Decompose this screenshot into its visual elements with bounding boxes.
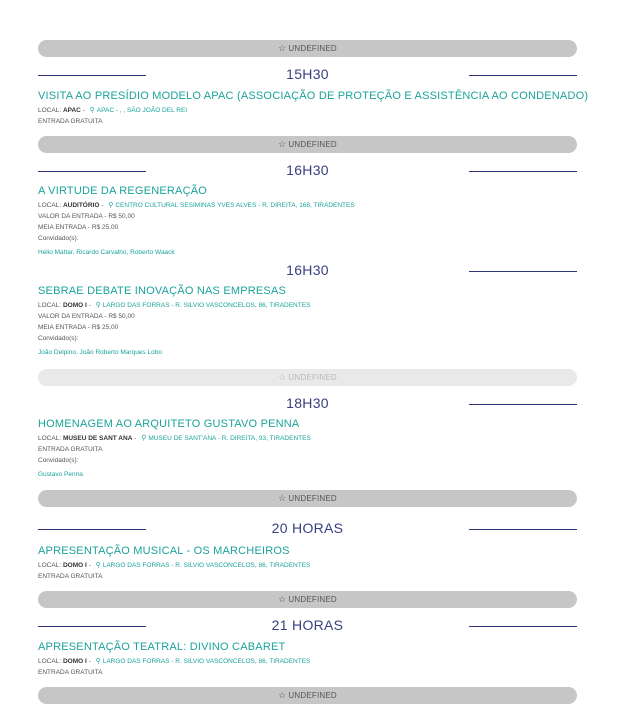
event-item [38,285,598,358]
event-location: LOCAL: APAC - ⚲ APAC - , , SÃO JOÃO DEL REI [38,107,188,114]
guests-label: Convidado(s): [38,457,79,464]
event-item [38,545,598,582]
time-header [38,66,577,86]
divider [469,529,577,530]
half-price: MEIA ENTRADA - R$ 25,00 [38,224,119,231]
event-title[interactable]: APRESENTAÇÃO TEATRAL: DIVINO CABARET [38,641,286,653]
undefined-category-bar[interactable]: ☆ UNDEFINED [38,40,577,57]
event-title[interactable]: VISITA AO PRESÍDIO MODELO APAC (ASSOCIAÇÃO DE PROTEÇÃO E ASSISTÊNCIA AO CONDENADO) [38,90,589,102]
event-item [38,641,598,678]
star-icon: ☆ [278,690,287,700]
entry-info: ENTRADA GRATUITA [38,573,103,580]
entry-info: ENTRADA GRATUITA [38,446,103,453]
map-pin-icon: ⚲ [95,658,101,665]
venue-name: DOMO I [62,562,87,569]
guests-label: Convidado(s): [38,235,79,242]
venue-address[interactable]: LARGO DAS FORRAS - R. SILVIO VASCONCELOS, 86, TIRADENTES [102,658,311,665]
venue-address[interactable]: APAC - , , SÃO JOÃO DEL REI [96,107,188,114]
time-header [38,395,577,415]
divider [469,626,577,627]
star-icon: ☆ [278,139,287,149]
divider [469,171,577,172]
event-location: LOCAL: DOMO I - ⚲ LARGO DAS FORRAS - R. SILVIO VASCONCELOS, 86, TIRADENTES [38,562,311,569]
event-time: 16H30 [286,262,329,278]
time-header [38,617,577,637]
guests-label: Convidado(s): [38,335,79,342]
undefined-category-bar[interactable]: ☆ UNDEFINED [38,687,577,704]
entry-price: VALOR DA ENTRADA - R$ 50,00 [38,213,135,220]
divider [469,404,577,405]
venue-name: AUDITÓRIO [62,202,100,209]
venue-address[interactable]: MUSEU DE SANT'ANA - R. DIREITA, 93, TIRADENTES [148,435,311,442]
event-location: LOCAL: DOMO I - ⚲ LARGO DAS FORRAS - R. SILVIO VASCONCELOS, 86, TIRADENTES [38,302,311,309]
event-title[interactable]: SEBRAE DEBATE INOVAÇÃO NAS EMPRESAS [38,285,287,297]
star-icon: ☆ [278,372,287,382]
guest-list[interactable]: João Delpino, João Roberto Marques Lobo [38,349,162,356]
event-location: LOCAL: MUSEU DE SANT ANA - ⚲ MUSEU DE SANT'ANA - R. DIREITA, 93, TIRADENTES [38,435,311,442]
time-header [38,262,577,282]
star-icon: ☆ [278,594,287,604]
guest-list[interactable]: Gustavo Penna [38,471,83,478]
event-item [38,185,598,258]
undefined-category-bar[interactable]: ☆ UNDEFINED [38,490,577,507]
event-time: 16H30 [286,162,329,178]
venue-address[interactable]: LARGO DAS FORRAS - R. SILVIO VASCONCELOS, 86, TIRADENTES [102,302,311,309]
divider [469,75,577,76]
event-item [38,90,598,127]
entry-price: VALOR DA ENTRADA - R$ 50,00 [38,313,135,320]
map-pin-icon: ⚲ [89,107,95,114]
event-location: LOCAL: AUDITÓRIO - ⚲ CENTRO CULTURAL SESIMINAS YVES ALVES - R. DIREITA, 168, TIRADENTES [38,202,355,209]
half-price: MEIA ENTRADA - R$ 25,00 [38,324,119,331]
undefined-category-bar[interactable]: ☆ UNDEFINED [38,591,577,608]
event-time: 18H30 [286,395,329,411]
map-pin-icon: ⚲ [141,435,147,442]
star-icon: ☆ [278,493,287,503]
event-item [38,418,598,480]
guest-list[interactable]: Helio Mattar, Ricardo Carvalho, Roberto Waack [38,249,175,256]
undefined-category-bar[interactable]: ☆ UNDEFINED [38,136,577,153]
event-time: 20 HORAS [271,520,344,536]
map-pin-icon: ⚲ [95,302,101,309]
venue-name: APAC [62,107,81,114]
event-location: LOCAL: DOMO I - ⚲ LARGO DAS FORRAS - R. SILVIO VASCONCELOS, 86, TIRADENTES [38,658,311,665]
map-pin-icon: ⚲ [95,562,101,569]
venue-address[interactable]: CENTRO CULTURAL SESIMINAS YVES ALVES - R. DIREITA, 168, TIRADENTES [115,202,355,209]
entry-info: ENTRADA GRATUITA [38,118,103,125]
entry-info: ENTRADA GRATUITA [38,669,103,676]
divider [469,271,577,272]
event-title[interactable]: A VIRTUDE DA REGENERAÇÃO [38,185,208,197]
time-header [38,520,577,540]
venue-name: DOMO I [62,302,87,309]
undefined-category-bar[interactable]: ☆ UNDEFINED [38,369,577,386]
star-icon: ☆ [278,43,287,53]
event-title[interactable]: HOMENAGEM AO ARQUITETO GUSTAVO PENNA [38,418,300,430]
event-time: 15H30 [286,66,329,82]
venue-name: MUSEU DE SANT ANA [62,435,133,442]
event-time: 21 HORAS [271,617,344,633]
map-pin-icon: ⚲ [108,202,114,209]
time-header [38,162,577,182]
venue-address[interactable]: LARGO DAS FORRAS - R. SILVIO VASCONCELOS, 86, TIRADENTES [102,562,311,569]
event-title[interactable]: APRESENTAÇÃO MUSICAL - OS MARCHEIROS [38,545,290,557]
venue-name: DOMO I [62,658,87,665]
